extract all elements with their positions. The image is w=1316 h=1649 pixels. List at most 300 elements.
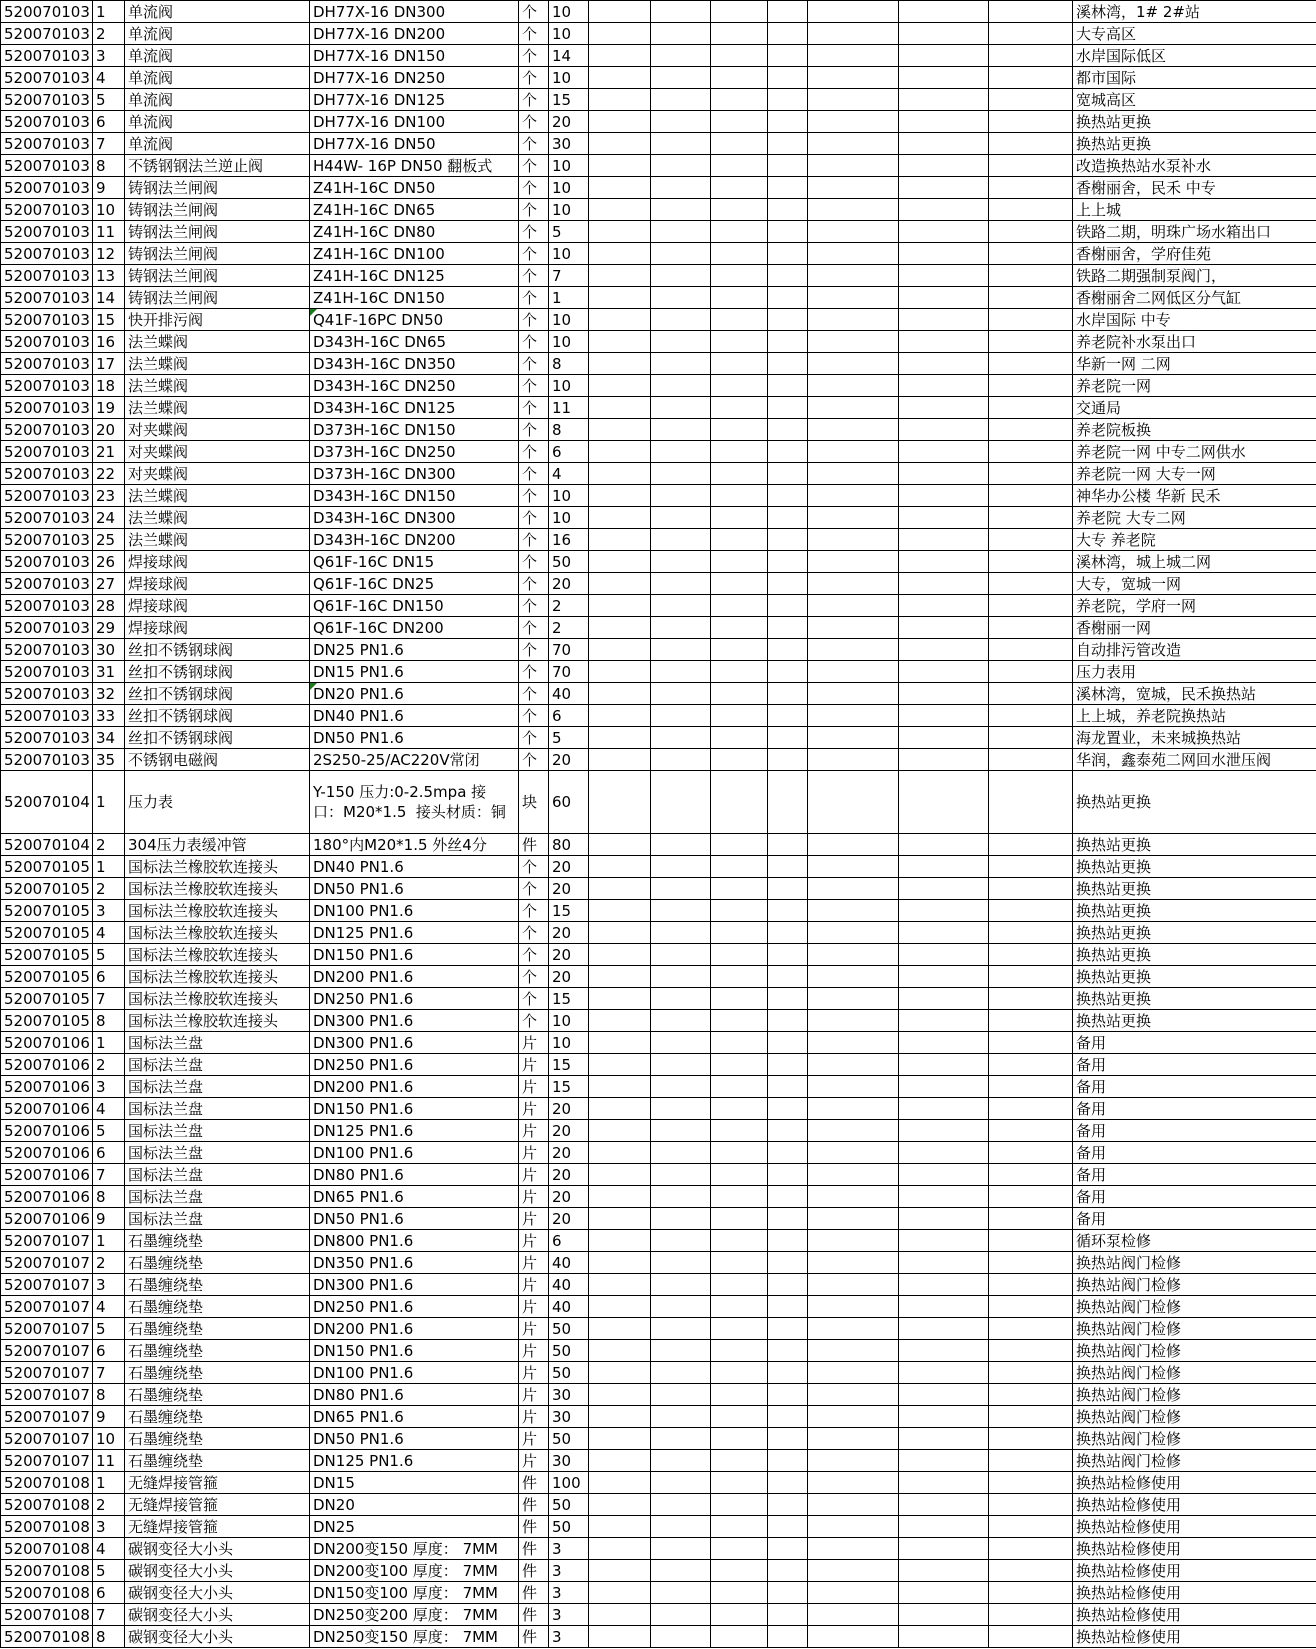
cell-empty[interactable]	[808, 1582, 899, 1604]
cell-empty[interactable]	[589, 1054, 651, 1076]
cell-empty[interactable]	[768, 1626, 808, 1648]
cell-empty[interactable]	[768, 1582, 808, 1604]
cell-unit[interactable]: 个	[519, 67, 549, 89]
cell-empty[interactable]	[589, 749, 651, 771]
cell-empty[interactable]	[589, 287, 651, 309]
cell-empty[interactable]	[651, 309, 711, 331]
cell-item-name[interactable]: 对夹蝶阀	[125, 441, 310, 463]
cell-unit[interactable]: 个	[519, 111, 549, 133]
cell-empty[interactable]	[899, 89, 989, 111]
cell-empty[interactable]	[989, 111, 1073, 133]
cell-qty[interactable]: 16	[549, 529, 589, 551]
cell-spec[interactable]: DN300 PN1.6	[310, 1274, 519, 1296]
cell-item-name[interactable]: 丝扣不锈钢球阀	[125, 727, 310, 749]
cell-empty[interactable]	[899, 1538, 989, 1560]
cell-remark[interactable]: 都市国际	[1073, 67, 1316, 89]
cell-qty[interactable]: 10	[549, 177, 589, 199]
cell-empty[interactable]	[711, 89, 768, 111]
cell-empty[interactable]	[768, 1054, 808, 1076]
cell-remark[interactable]: 循环泵检修	[1073, 1230, 1316, 1252]
cell-spec[interactable]: D343H-16C DN200	[310, 529, 519, 551]
cell-empty[interactable]	[711, 1032, 768, 1054]
cell-empty[interactable]	[989, 922, 1073, 944]
cell-empty[interactable]	[711, 1516, 768, 1538]
cell-remark[interactable]: 换热站更换	[1073, 834, 1316, 856]
cell-empty[interactable]	[711, 639, 768, 661]
cell-empty[interactable]	[989, 1560, 1073, 1582]
cell-empty[interactable]	[768, 1516, 808, 1538]
cell-empty[interactable]	[808, 771, 899, 834]
cell-empty[interactable]	[589, 419, 651, 441]
cell-empty[interactable]	[651, 1054, 711, 1076]
cell-item-name[interactable]: 国标法兰橡胶软连接头	[125, 1010, 310, 1032]
cell-empty[interactable]	[808, 199, 899, 221]
cell-unit[interactable]: 片	[519, 1142, 549, 1164]
cell-item-name[interactable]: 压力表	[125, 771, 310, 834]
cell-empty[interactable]	[899, 199, 989, 221]
cell-unit[interactable]: 个	[519, 221, 549, 243]
cell-empty[interactable]	[711, 1, 768, 23]
cell-empty[interactable]	[989, 1054, 1073, 1076]
cell-unit[interactable]: 片	[519, 1318, 549, 1340]
cell-empty[interactable]	[808, 639, 899, 661]
cell-material-code[interactable]: 520070103	[1, 199, 93, 221]
cell-empty[interactable]	[711, 23, 768, 45]
cell-empty[interactable]	[989, 878, 1073, 900]
cell-remark[interactable]: 换热站更换	[1073, 944, 1316, 966]
cell-empty[interactable]	[899, 287, 989, 309]
cell-seq[interactable]: 15	[93, 309, 125, 331]
cell-remark[interactable]: 溪林湾，宽城，民禾换热站	[1073, 683, 1316, 705]
cell-qty[interactable]: 50	[549, 1340, 589, 1362]
cell-seq[interactable]: 7	[93, 1604, 125, 1626]
cell-material-code[interactable]: 520070105	[1, 1010, 93, 1032]
cell-empty[interactable]	[989, 1296, 1073, 1318]
cell-empty[interactable]	[651, 944, 711, 966]
cell-unit[interactable]: 片	[519, 1164, 549, 1186]
cell-material-code[interactable]: 520070106	[1, 1054, 93, 1076]
cell-unit[interactable]: 件	[519, 1472, 549, 1494]
cell-unit[interactable]: 片	[519, 1208, 549, 1230]
cell-empty[interactable]	[989, 23, 1073, 45]
cell-empty[interactable]	[989, 639, 1073, 661]
cell-remark[interactable]: 养老院，学府一网	[1073, 595, 1316, 617]
cell-remark[interactable]: 海龙置业，未来城换热站	[1073, 727, 1316, 749]
cell-unit[interactable]: 个	[519, 856, 549, 878]
cell-qty[interactable]: 50	[549, 1428, 589, 1450]
cell-empty[interactable]	[989, 1406, 1073, 1428]
cell-item-name[interactable]: 铸钢法兰闸阀	[125, 199, 310, 221]
cell-empty[interactable]	[711, 856, 768, 878]
cell-empty[interactable]	[711, 1626, 768, 1648]
cell-empty[interactable]	[711, 353, 768, 375]
cell-empty[interactable]	[808, 265, 899, 287]
cell-qty[interactable]: 15	[549, 988, 589, 1010]
cell-material-code[interactable]: 520070107	[1, 1406, 93, 1428]
cell-remark[interactable]: 备用	[1073, 1098, 1316, 1120]
cell-qty[interactable]: 30	[549, 1406, 589, 1428]
cell-spec[interactable]: D373H-16C DN150	[310, 419, 519, 441]
cell-item-name[interactable]: 国标法兰橡胶软连接头	[125, 988, 310, 1010]
cell-empty[interactable]	[768, 944, 808, 966]
cell-unit[interactable]: 个	[519, 265, 549, 287]
cell-spec[interactable]: DH77X-16 DN300	[310, 1, 519, 23]
cell-empty[interactable]	[899, 485, 989, 507]
cell-material-code[interactable]: 520070103	[1, 111, 93, 133]
cell-empty[interactable]	[989, 155, 1073, 177]
cell-empty[interactable]	[768, 551, 808, 573]
cell-spec[interactable]: DN200变100 厚度： 7MM	[310, 1560, 519, 1582]
cell-unit[interactable]: 片	[519, 1274, 549, 1296]
cell-empty[interactable]	[651, 375, 711, 397]
cell-empty[interactable]	[589, 507, 651, 529]
cell-empty[interactable]	[808, 1626, 899, 1648]
cell-empty[interactable]	[768, 639, 808, 661]
cell-material-code[interactable]: 520070107	[1, 1340, 93, 1362]
cell-seq[interactable]: 3	[93, 1076, 125, 1098]
cell-empty[interactable]	[808, 1076, 899, 1098]
cell-seq[interactable]: 35	[93, 749, 125, 771]
cell-spec[interactable]: DN40 PN1.6	[310, 705, 519, 727]
cell-spec[interactable]: DN80 PN1.6	[310, 1384, 519, 1406]
cell-empty[interactable]	[589, 705, 651, 727]
cell-empty[interactable]	[589, 900, 651, 922]
cell-unit[interactable]: 个	[519, 878, 549, 900]
cell-unit[interactable]: 个	[519, 1010, 549, 1032]
cell-empty[interactable]	[651, 1142, 711, 1164]
cell-empty[interactable]	[768, 375, 808, 397]
cell-empty[interactable]	[768, 595, 808, 617]
cell-empty[interactable]	[651, 23, 711, 45]
cell-material-code[interactable]: 520070106	[1, 1142, 93, 1164]
cell-unit[interactable]: 片	[519, 1252, 549, 1274]
cell-seq[interactable]: 8	[93, 1626, 125, 1648]
cell-item-name[interactable]: 单流阀	[125, 67, 310, 89]
cell-empty[interactable]	[711, 485, 768, 507]
cell-empty[interactable]	[808, 900, 899, 922]
cell-empty[interactable]	[768, 155, 808, 177]
cell-empty[interactable]	[808, 331, 899, 353]
cell-empty[interactable]	[711, 1142, 768, 1164]
cell-empty[interactable]	[651, 856, 711, 878]
cell-spec[interactable]: Q61F-16C DN200	[310, 617, 519, 639]
cell-empty[interactable]	[989, 529, 1073, 551]
cell-material-code[interactable]: 520070108	[1, 1604, 93, 1626]
cell-empty[interactable]	[899, 1318, 989, 1340]
cell-qty[interactable]: 5	[549, 221, 589, 243]
cell-item-name[interactable]: 国标法兰盘	[125, 1032, 310, 1054]
cell-remark[interactable]: 换热站更换	[1073, 771, 1316, 834]
cell-empty[interactable]	[989, 1516, 1073, 1538]
cell-empty[interactable]	[651, 1472, 711, 1494]
cell-qty[interactable]: 50	[549, 1362, 589, 1384]
cell-material-code[interactable]: 520070103	[1, 441, 93, 463]
cell-material-code[interactable]: 520070107	[1, 1252, 93, 1274]
cell-empty[interactable]	[808, 1208, 899, 1230]
cell-empty[interactable]	[808, 133, 899, 155]
cell-item-name[interactable]: 法兰蝶阀	[125, 375, 310, 397]
cell-item-name[interactable]: 碳钢变径大小头	[125, 1560, 310, 1582]
cell-empty[interactable]	[589, 1538, 651, 1560]
cell-empty[interactable]	[808, 1538, 899, 1560]
cell-unit[interactable]: 个	[519, 683, 549, 705]
cell-empty[interactable]	[768, 177, 808, 199]
cell-remark[interactable]: 上上城，养老院换热站	[1073, 705, 1316, 727]
cell-empty[interactable]	[651, 1428, 711, 1450]
cell-empty[interactable]	[899, 1142, 989, 1164]
cell-qty[interactable]: 20	[549, 111, 589, 133]
cell-unit[interactable]: 个	[519, 639, 549, 661]
cell-empty[interactable]	[768, 1098, 808, 1120]
cell-qty[interactable]: 15	[549, 1076, 589, 1098]
cell-remark[interactable]: 压力表用	[1073, 661, 1316, 683]
cell-empty[interactable]	[768, 23, 808, 45]
cell-empty[interactable]	[768, 1252, 808, 1274]
cell-remark[interactable]: 备用	[1073, 1186, 1316, 1208]
cell-material-code[interactable]: 520070106	[1, 1120, 93, 1142]
cell-material-code[interactable]: 520070106	[1, 1164, 93, 1186]
cell-qty[interactable]: 40	[549, 1296, 589, 1318]
cell-material-code[interactable]: 520070103	[1, 661, 93, 683]
cell-empty[interactable]	[589, 111, 651, 133]
cell-seq[interactable]: 1	[93, 1032, 125, 1054]
cell-empty[interactable]	[768, 1318, 808, 1340]
cell-remark[interactable]: 换热站阀门检修	[1073, 1340, 1316, 1362]
cell-empty[interactable]	[989, 353, 1073, 375]
cell-item-name[interactable]: 快开排污阀	[125, 309, 310, 331]
cell-item-name[interactable]: 304压力表缓冲管	[125, 834, 310, 856]
cell-empty[interactable]	[989, 1032, 1073, 1054]
cell-spec[interactable]: DN100 PN1.6	[310, 1142, 519, 1164]
cell-item-name[interactable]: 国标法兰盘	[125, 1186, 310, 1208]
cell-remark[interactable]: 自动排污管改造	[1073, 639, 1316, 661]
cell-material-code[interactable]: 520070103	[1, 133, 93, 155]
cell-empty[interactable]	[808, 67, 899, 89]
cell-material-code[interactable]: 520070105	[1, 966, 93, 988]
cell-seq[interactable]: 4	[93, 922, 125, 944]
cell-seq[interactable]: 20	[93, 419, 125, 441]
cell-spec[interactable]: DN250变200 厚度： 7MM	[310, 1604, 519, 1626]
cell-qty[interactable]: 10	[549, 331, 589, 353]
cell-empty[interactable]	[899, 705, 989, 727]
cell-remark[interactable]: 香榭丽一网	[1073, 617, 1316, 639]
cell-spec[interactable]: DH77X-16 DN125	[310, 89, 519, 111]
cell-empty[interactable]	[711, 705, 768, 727]
cell-material-code[interactable]: 520070103	[1, 23, 93, 45]
cell-material-code[interactable]: 520070108	[1, 1494, 93, 1516]
cell-empty[interactable]	[899, 878, 989, 900]
cell-empty[interactable]	[899, 1516, 989, 1538]
cell-material-code[interactable]: 520070103	[1, 573, 93, 595]
cell-empty[interactable]	[711, 529, 768, 551]
cell-empty[interactable]	[899, 111, 989, 133]
cell-spec[interactable]: DN250变150 厚度： 7MM	[310, 1626, 519, 1648]
cell-qty[interactable]: 10	[549, 1, 589, 23]
cell-item-name[interactable]: 石墨缠绕垫	[125, 1318, 310, 1340]
cell-seq[interactable]: 2	[93, 23, 125, 45]
cell-empty[interactable]	[768, 966, 808, 988]
cell-seq[interactable]: 3	[93, 900, 125, 922]
cell-unit[interactable]: 个	[519, 529, 549, 551]
cell-unit[interactable]: 个	[519, 507, 549, 529]
cell-empty[interactable]	[899, 900, 989, 922]
cell-empty[interactable]	[711, 749, 768, 771]
cell-empty[interactable]	[711, 1208, 768, 1230]
cell-empty[interactable]	[711, 243, 768, 265]
cell-unit[interactable]: 个	[519, 89, 549, 111]
cell-empty[interactable]	[989, 834, 1073, 856]
cell-empty[interactable]	[589, 834, 651, 856]
cell-remark[interactable]: 换热站更换	[1073, 1010, 1316, 1032]
cell-empty[interactable]	[989, 1186, 1073, 1208]
cell-empty[interactable]	[899, 375, 989, 397]
cell-empty[interactable]	[651, 551, 711, 573]
cell-empty[interactable]	[808, 353, 899, 375]
cell-qty[interactable]: 50	[549, 1494, 589, 1516]
cell-empty[interactable]	[651, 441, 711, 463]
cell-empty[interactable]	[989, 1626, 1073, 1648]
cell-seq[interactable]: 17	[93, 353, 125, 375]
cell-seq[interactable]: 8	[93, 1010, 125, 1032]
cell-empty[interactable]	[768, 419, 808, 441]
cell-empty[interactable]	[711, 375, 768, 397]
cell-spec[interactable]: DN100 PN1.6	[310, 900, 519, 922]
cell-empty[interactable]	[651, 1516, 711, 1538]
cell-qty[interactable]: 14	[549, 45, 589, 67]
cell-empty[interactable]	[711, 573, 768, 595]
cell-empty[interactable]	[768, 199, 808, 221]
cell-item-name[interactable]: 石墨缠绕垫	[125, 1384, 310, 1406]
cell-empty[interactable]	[651, 1384, 711, 1406]
cell-qty[interactable]: 20	[549, 856, 589, 878]
cell-empty[interactable]	[989, 1362, 1073, 1384]
cell-material-code[interactable]: 520070103	[1, 1, 93, 23]
cell-seq[interactable]: 5	[93, 1560, 125, 1582]
cell-qty[interactable]: 20	[549, 966, 589, 988]
cell-qty[interactable]: 1	[549, 287, 589, 309]
cell-empty[interactable]	[768, 834, 808, 856]
cell-empty[interactable]	[808, 375, 899, 397]
cell-empty[interactable]	[589, 1208, 651, 1230]
cell-empty[interactable]	[808, 683, 899, 705]
cell-empty[interactable]	[768, 1494, 808, 1516]
cell-material-code[interactable]: 520070103	[1, 463, 93, 485]
cell-empty[interactable]	[711, 1274, 768, 1296]
cell-item-name[interactable]: 碳钢变径大小头	[125, 1626, 310, 1648]
cell-empty[interactable]	[651, 1186, 711, 1208]
cell-empty[interactable]	[711, 834, 768, 856]
cell-spec[interactable]: D373H-16C DN300	[310, 463, 519, 485]
cell-seq[interactable]: 9	[93, 1406, 125, 1428]
cell-empty[interactable]	[711, 551, 768, 573]
cell-item-name[interactable]: 单流阀	[125, 111, 310, 133]
cell-empty[interactable]	[899, 683, 989, 705]
cell-seq[interactable]: 7	[93, 1164, 125, 1186]
cell-empty[interactable]	[989, 988, 1073, 1010]
cell-empty[interactable]	[989, 661, 1073, 683]
cell-empty[interactable]	[899, 1032, 989, 1054]
cell-item-name[interactable]: 法兰蝶阀	[125, 353, 310, 375]
cell-item-name[interactable]: 法兰蝶阀	[125, 529, 310, 551]
cell-empty[interactable]	[989, 1010, 1073, 1032]
cell-item-name[interactable]: 焊接球阀	[125, 617, 310, 639]
cell-empty[interactable]	[711, 199, 768, 221]
cell-empty[interactable]	[899, 309, 989, 331]
cell-spec[interactable]: DN15	[310, 1472, 519, 1494]
cell-empty[interactable]	[768, 1472, 808, 1494]
cell-spec[interactable]: Q61F-16C DN25	[310, 573, 519, 595]
cell-qty[interactable]: 20	[549, 1142, 589, 1164]
cell-material-code[interactable]: 520070105	[1, 944, 93, 966]
cell-unit[interactable]: 个	[519, 419, 549, 441]
cell-unit[interactable]: 片	[519, 1230, 549, 1252]
cell-qty[interactable]: 10	[549, 507, 589, 529]
cell-empty[interactable]	[768, 221, 808, 243]
cell-empty[interactable]	[711, 331, 768, 353]
cell-empty[interactable]	[989, 1340, 1073, 1362]
cell-remark[interactable]: 溪林湾，1# 2#站	[1073, 1, 1316, 23]
cell-empty[interactable]	[768, 441, 808, 463]
cell-remark[interactable]: 香榭丽舍，民禾 中专	[1073, 177, 1316, 199]
cell-unit[interactable]: 个	[519, 900, 549, 922]
cell-empty[interactable]	[899, 966, 989, 988]
cell-empty[interactable]	[589, 1516, 651, 1538]
cell-empty[interactable]	[711, 309, 768, 331]
cell-empty[interactable]	[899, 1340, 989, 1362]
cell-unit[interactable]: 个	[519, 617, 549, 639]
cell-remark[interactable]: 换热站检修使用	[1073, 1604, 1316, 1626]
cell-empty[interactable]	[589, 1120, 651, 1142]
cell-empty[interactable]	[989, 89, 1073, 111]
cell-qty[interactable]: 10	[549, 23, 589, 45]
cell-seq[interactable]: 2	[93, 878, 125, 900]
cell-empty[interactable]	[899, 155, 989, 177]
cell-spec[interactable]: DN100 PN1.6	[310, 1362, 519, 1384]
cell-empty[interactable]	[989, 856, 1073, 878]
cell-material-code[interactable]: 520070104	[1, 771, 93, 834]
cell-empty[interactable]	[589, 1626, 651, 1648]
cell-empty[interactable]	[899, 749, 989, 771]
cell-remark[interactable]: 换热站更换	[1073, 922, 1316, 944]
cell-seq[interactable]: 4	[93, 1538, 125, 1560]
cell-spec[interactable]: Z41H-16C DN80	[310, 221, 519, 243]
cell-empty[interactable]	[651, 1340, 711, 1362]
cell-spec[interactable]: DN125 PN1.6	[310, 1450, 519, 1472]
cell-item-name[interactable]: 法兰蝶阀	[125, 397, 310, 419]
cell-seq[interactable]: 14	[93, 287, 125, 309]
cell-empty[interactable]	[899, 944, 989, 966]
cell-empty[interactable]	[651, 177, 711, 199]
cell-empty[interactable]	[989, 463, 1073, 485]
cell-unit[interactable]: 个	[519, 45, 549, 67]
cell-empty[interactable]	[589, 1428, 651, 1450]
cell-empty[interactable]	[589, 639, 651, 661]
cell-unit[interactable]: 个	[519, 133, 549, 155]
cell-empty[interactable]	[808, 1428, 899, 1450]
cell-empty[interactable]	[808, 243, 899, 265]
cell-empty[interactable]	[989, 331, 1073, 353]
cell-material-code[interactable]: 520070103	[1, 749, 93, 771]
cell-qty[interactable]: 70	[549, 661, 589, 683]
cell-qty[interactable]: 3	[549, 1538, 589, 1560]
cell-spec[interactable]: Z41H-16C DN150	[310, 287, 519, 309]
cell-empty[interactable]	[651, 1296, 711, 1318]
cell-empty[interactable]	[711, 507, 768, 529]
cell-remark[interactable]: 改造换热站水泵补水	[1073, 155, 1316, 177]
cell-empty[interactable]	[711, 878, 768, 900]
cell-unit[interactable]: 件	[519, 1560, 549, 1582]
cell-empty[interactable]	[989, 617, 1073, 639]
